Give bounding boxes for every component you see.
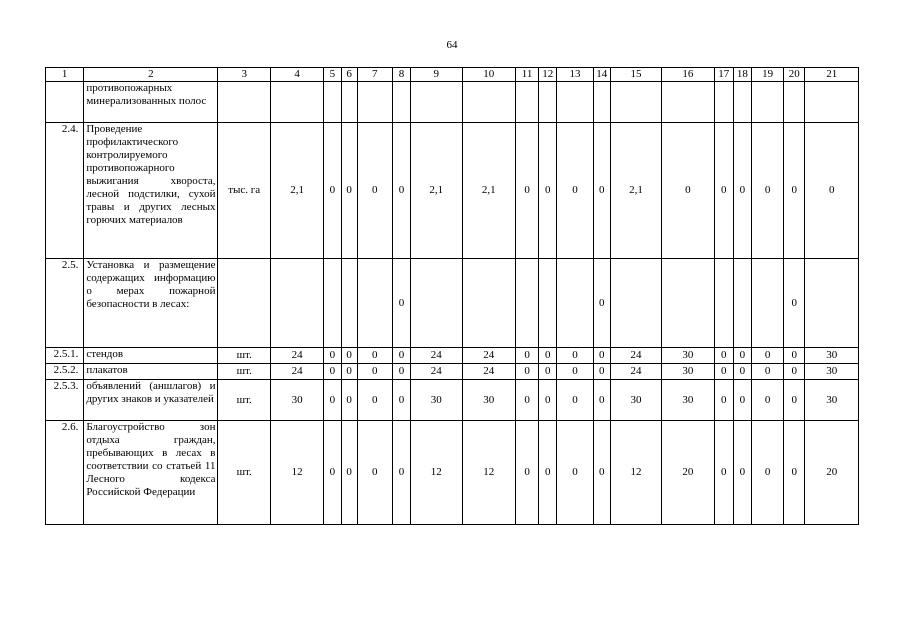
value-cell (805, 82, 859, 123)
value-cell: 0 (341, 364, 357, 380)
value-cell: 0 (784, 123, 805, 259)
value-cell: 0 (324, 364, 341, 380)
column-header: 9 (411, 68, 462, 82)
value-cell: 0 (392, 348, 410, 364)
value-cell: 12 (462, 421, 515, 525)
value-cell (714, 259, 733, 348)
forest-fire-measures-table (45, 67, 859, 525)
value-cell: 0 (593, 123, 610, 259)
column-header: 19 (751, 68, 783, 82)
value-cell: 0 (539, 421, 557, 525)
column-header: 13 (557, 68, 593, 82)
value-cell: 0 (324, 123, 341, 259)
value-cell: 0 (733, 421, 751, 525)
column-header: 3 (218, 68, 270, 82)
value-cell: 0 (357, 348, 392, 364)
value-cell (341, 82, 357, 123)
value-cell: 0 (357, 123, 392, 259)
value-cell: 0 (662, 123, 714, 259)
value-cell (392, 82, 410, 123)
value-cell: 0 (557, 348, 593, 364)
column-header: 1 (46, 68, 84, 82)
value-cell: 24 (411, 364, 462, 380)
value-cell (324, 82, 341, 123)
column-header: 14 (593, 68, 610, 82)
value-cell: 0 (593, 259, 610, 348)
value-cell (539, 82, 557, 123)
value-cell: 0 (714, 380, 733, 421)
value-cell: 0 (784, 421, 805, 525)
value-cell (270, 259, 323, 348)
value-cell: 0 (784, 364, 805, 380)
value-cell: 0 (733, 348, 751, 364)
value-cell: 2,1 (462, 123, 515, 259)
column-header: 17 (714, 68, 733, 82)
value-cell: 0 (515, 380, 538, 421)
value-cell: 0 (539, 348, 557, 364)
value-cell: 0 (751, 123, 783, 259)
row-unit: шт. (218, 364, 270, 380)
value-cell: 0 (751, 364, 783, 380)
value-cell: 30 (462, 380, 515, 421)
row-unit: шт. (218, 348, 270, 364)
value-cell: 0 (784, 259, 805, 348)
column-header: 15 (610, 68, 661, 82)
row-number: 2.6. (46, 421, 84, 525)
value-cell: 24 (462, 364, 515, 380)
column-header: 2 (84, 68, 218, 82)
value-cell (610, 259, 661, 348)
value-cell (324, 259, 341, 348)
value-cell: 0 (714, 421, 733, 525)
column-header: 6 (341, 68, 357, 82)
value-cell (751, 259, 783, 348)
value-cell: 20 (805, 421, 859, 525)
value-cell: 0 (593, 348, 610, 364)
page-number: 64 (446, 39, 458, 51)
value-cell: 20 (662, 421, 714, 525)
value-cell (557, 259, 593, 348)
value-cell: 0 (539, 380, 557, 421)
row-unit (218, 82, 270, 123)
value-cell: 0 (357, 380, 392, 421)
value-cell: 0 (341, 123, 357, 259)
value-cell: 0 (784, 348, 805, 364)
row-number: 2.5.2. (46, 364, 84, 380)
column-header: 10 (462, 68, 515, 82)
value-cell: 0 (557, 421, 593, 525)
column-header: 8 (392, 68, 410, 82)
value-cell: 0 (751, 380, 783, 421)
table-row (46, 259, 859, 348)
value-cell: 0 (714, 123, 733, 259)
row-unit: шт. (218, 421, 270, 525)
value-cell: 0 (751, 348, 783, 364)
value-cell: 0 (357, 364, 392, 380)
value-cell: 0 (539, 364, 557, 380)
value-cell: 0 (515, 364, 538, 380)
value-cell: 12 (270, 421, 323, 525)
value-cell: 24 (462, 348, 515, 364)
value-cell (411, 259, 462, 348)
value-cell: 0 (539, 123, 557, 259)
row-description: Установка и размещение содержащих информацию о мерах пожарной безопасности в лесах: (84, 259, 218, 348)
value-cell (593, 82, 610, 123)
value-cell: 0 (392, 364, 410, 380)
value-cell: 30 (662, 348, 714, 364)
value-cell: 24 (270, 364, 323, 380)
value-cell: 0 (557, 364, 593, 380)
value-cell: 2,1 (270, 123, 323, 259)
value-cell: 30 (610, 380, 661, 421)
value-cell (733, 82, 751, 123)
table-row (46, 380, 859, 421)
value-cell: 0 (341, 421, 357, 525)
value-cell: 0 (557, 123, 593, 259)
column-header: 20 (784, 68, 805, 82)
value-cell: 0 (392, 259, 410, 348)
value-cell (270, 82, 323, 123)
value-cell: 0 (341, 380, 357, 421)
value-cell: 12 (411, 421, 462, 525)
value-cell: 0 (324, 348, 341, 364)
row-number: 2.4. (46, 123, 84, 259)
row-number: 2.5. (46, 259, 84, 348)
value-cell (805, 259, 859, 348)
value-cell: 0 (341, 348, 357, 364)
value-cell (557, 82, 593, 123)
value-cell: 0 (593, 421, 610, 525)
value-cell: 0 (751, 421, 783, 525)
value-cell (751, 82, 783, 123)
value-cell: 30 (662, 380, 714, 421)
row-number: 2.5.1. (46, 348, 84, 364)
value-cell (357, 259, 392, 348)
value-cell (515, 82, 538, 123)
value-cell: 0 (357, 421, 392, 525)
row-description: объявлений (аншлагов) и других знаков и указателей (84, 380, 218, 421)
row-number: 2.5.3. (46, 380, 84, 421)
column-header: 18 (733, 68, 751, 82)
value-cell (341, 259, 357, 348)
value-cell: 24 (411, 348, 462, 364)
value-cell: 30 (805, 364, 859, 380)
value-cell: 2,1 (610, 123, 661, 259)
column-header: 5 (324, 68, 341, 82)
value-cell (462, 259, 515, 348)
value-cell: 0 (515, 348, 538, 364)
value-cell (784, 82, 805, 123)
value-cell: 0 (593, 364, 610, 380)
value-cell (539, 259, 557, 348)
value-cell (733, 259, 751, 348)
value-cell: 0 (733, 380, 751, 421)
value-cell (662, 259, 714, 348)
value-cell: 30 (805, 380, 859, 421)
row-description: плакатов (84, 364, 218, 380)
value-cell: 24 (270, 348, 323, 364)
row-unit (218, 259, 270, 348)
value-cell: 0 (515, 123, 538, 259)
row-unit: тыс. га (218, 123, 270, 259)
row-description: противопожарных минерализованных полос (84, 82, 218, 123)
value-cell: 0 (324, 421, 341, 525)
value-cell: 0 (714, 364, 733, 380)
value-cell: 0 (593, 380, 610, 421)
table-row (46, 82, 859, 123)
column-header: 4 (270, 68, 323, 82)
table-row (46, 348, 859, 364)
value-cell: 0 (557, 380, 593, 421)
value-cell: 0 (324, 380, 341, 421)
value-cell: 0 (805, 123, 859, 259)
value-cell (515, 259, 538, 348)
value-cell: 0 (733, 123, 751, 259)
row-unit: шт. (218, 380, 270, 421)
value-cell: 0 (784, 380, 805, 421)
value-cell: 30 (662, 364, 714, 380)
table-header-row (46, 68, 859, 82)
value-cell: 0 (392, 380, 410, 421)
column-header: 7 (357, 68, 392, 82)
value-cell: 2,1 (411, 123, 462, 259)
column-header: 16 (662, 68, 714, 82)
table-row (46, 123, 859, 259)
value-cell (714, 82, 733, 123)
row-description: Благоустройство зон отдыха граждан, пребывающих в лесах в соответствии со статьей 11 Лесного кодекса Российской Федерации (84, 421, 218, 525)
value-cell: 30 (411, 380, 462, 421)
column-header: 21 (805, 68, 859, 82)
value-cell: 24 (610, 364, 661, 380)
value-cell (662, 82, 714, 123)
value-cell: 24 (610, 348, 661, 364)
value-cell (610, 82, 661, 123)
column-header: 11 (515, 68, 538, 82)
row-description: Проведение профилактического контролируемого противопожарного выжигания хвороста, лесной подстилки, сухой травы и других лесных горючих материалов (84, 123, 218, 259)
column-header: 12 (539, 68, 557, 82)
row-description: стендов (84, 348, 218, 364)
value-cell: 30 (805, 348, 859, 364)
value-cell: 30 (270, 380, 323, 421)
value-cell: 0 (733, 364, 751, 380)
value-cell: 0 (714, 348, 733, 364)
value-cell: 0 (392, 421, 410, 525)
value-cell: 0 (392, 123, 410, 259)
value-cell (462, 82, 515, 123)
value-cell (411, 82, 462, 123)
value-cell: 12 (610, 421, 661, 525)
value-cell (357, 82, 392, 123)
row-number (46, 82, 84, 123)
table-row (46, 364, 859, 380)
value-cell: 0 (515, 421, 538, 525)
table-row (46, 421, 859, 525)
